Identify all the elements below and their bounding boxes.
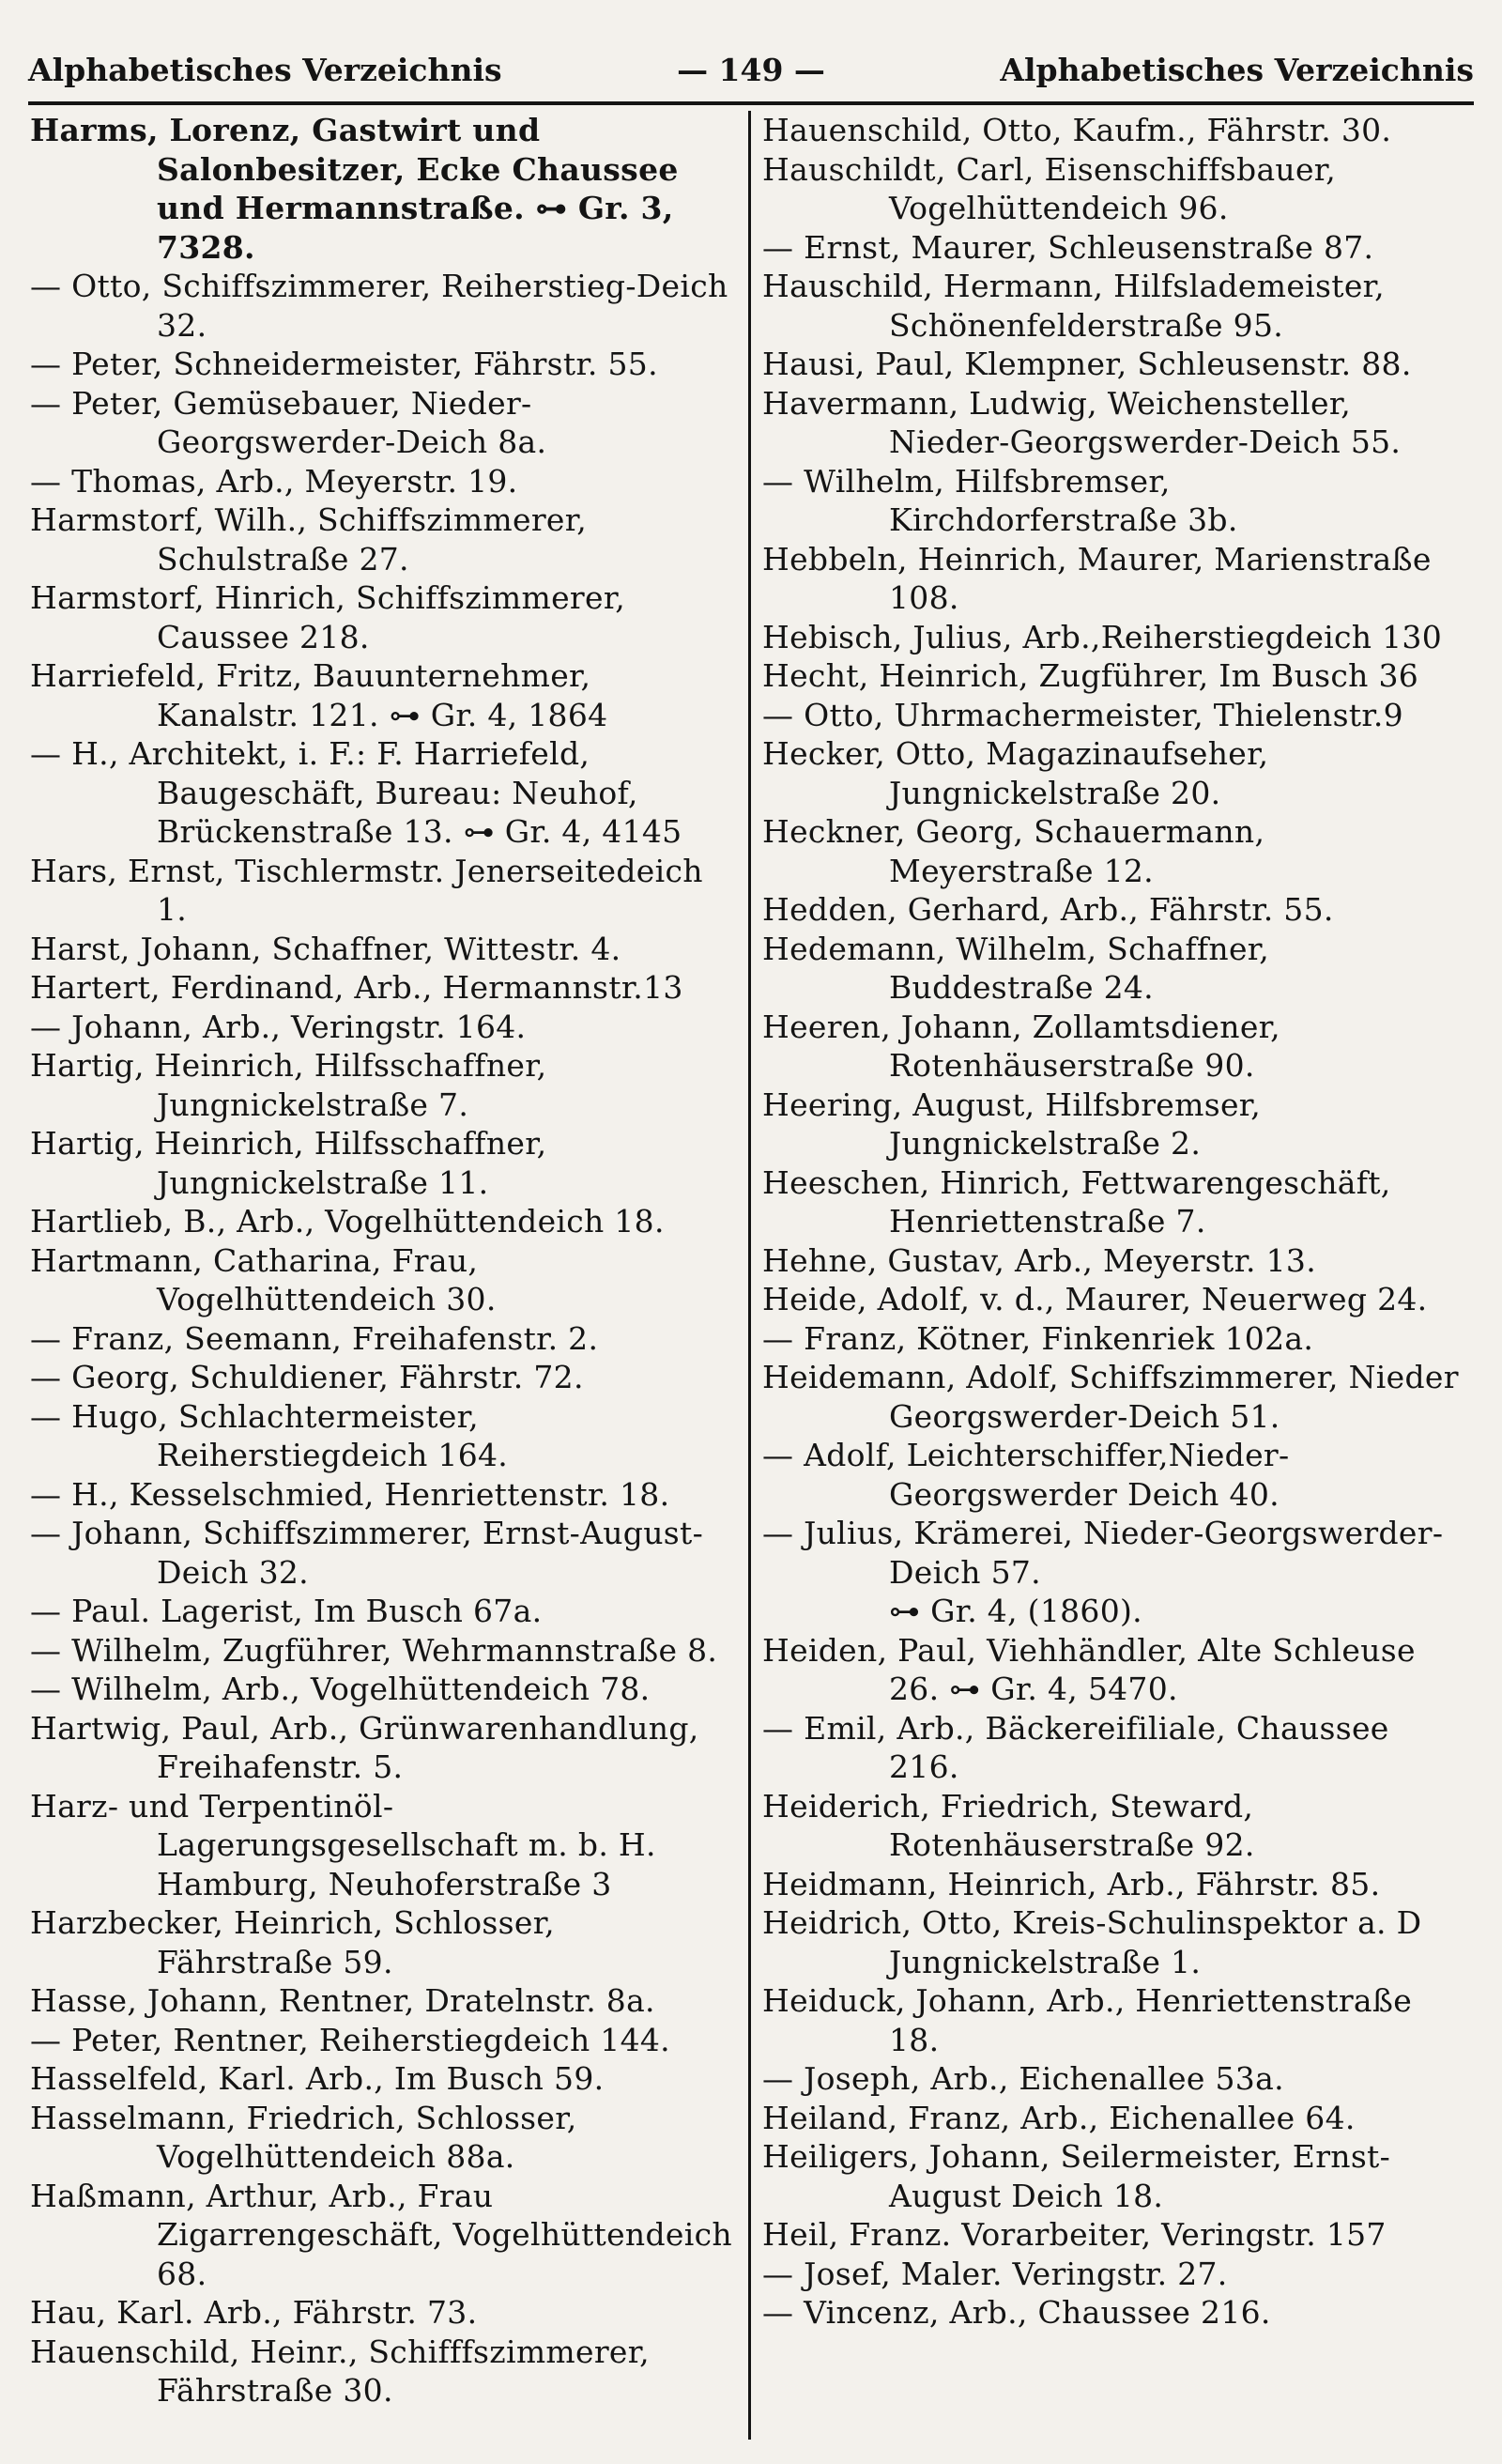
directory-entry: — Paul. Lagerist, Im Busch 67a. <box>30 1593 543 1629</box>
directory-entry: Hedemann, Wilhelm, Schaffner, Buddestraße 24. <box>762 930 1270 1006</box>
directory-entry: Heiden, Paul, Viehhändler, Alte Schleuse 26. ⊶ Gr. 4, 5470. <box>762 1631 1416 1707</box>
directory-entry: Hartert, Ferdinand, Arb., Hermannstr.13 <box>30 969 683 1006</box>
directory-entry: Heidemann, Adolf, Schiffszimmerer, Nieder Georgswerder-Deich 51. <box>762 1359 1459 1435</box>
directory-entry: Heiligers, Johann, Seilermeister, Ernst-August Deich 18. <box>762 2138 1391 2214</box>
directory-entry: Hartig, Heinrich, Hilfsschaffner, Jungnickelstraße 11. <box>30 1125 547 1201</box>
directory-entry: — Emil, Arb., Bäckereifiliale, Chaussee 216. <box>762 1709 1389 1785</box>
directory-entry: — Joseph, Arb., Eichenallee 53a. <box>762 2060 1284 2097</box>
directory-entry: Heil, Franz. Vorarbeiter, Veringstr. 157 <box>762 2216 1387 2253</box>
directory-entry: Harzbecker, Heinrich, Schlosser, Fährstraße 59. <box>30 1904 555 1980</box>
directory-entry: Harriefeld, Fritz, Bauunternehmer, Kanalstr. 121. ⊶ Gr. 4, 1864 <box>30 657 608 733</box>
directory-entry: — Thomas, Arb., Meyerstr. 19. <box>30 462 518 500</box>
directory-entry: — Wilhelm, Zugführer, Wehrmannstraße 8. <box>30 1631 718 1669</box>
directory-entry: Hartig, Heinrich, Hilfsschaffner, Jungnickelstraße 7. <box>30 1047 547 1123</box>
directory-entry: Hauschildt, Carl, Eisenschiffsbauer, Vogelhüttendeich 96. <box>762 150 1337 226</box>
directory-entry: — Johann, Arb., Veringstr. 164. <box>30 1008 527 1045</box>
directory-entry: Havermann, Ludwig, Weichensteller, Nieder-Georgswerder-Deich 55. <box>762 384 1402 460</box>
directory-entry: Hartlieb, B., Arb., Vogelhüttendeich 18. <box>30 1203 665 1240</box>
directory-entry: — Peter, Rentner, Reiherstiegdeich 144. <box>30 2021 670 2058</box>
directory-entry: Heidrich, Otto, Kreis-Schulinspektor a. D Jungnickelstraße 1. <box>762 1904 1422 1980</box>
directory-entry: — Josef, Maler. Veringstr. 27. <box>762 2255 1228 2292</box>
directory-entry: Hartwig, Paul, Arb., Grünwarenhandlung, Freihafenstr. 5. <box>30 1709 699 1785</box>
left-column <box>30 111 734 2410</box>
directory-entry: Hehne, Gustav, Arb., Meyerstr. 13. <box>762 1241 1316 1279</box>
directory-entry: Hausi, Paul, Klempner, Schleusenstr. 88. <box>762 346 1412 382</box>
directory-entry: Hauschild, Hermann, Hilfslademeister, Schönenfelderstraße 95. <box>762 268 1385 344</box>
page-number: — 149 — <box>677 51 825 88</box>
directory-entry: — H., Architekt, i. F.: F. Harriefeld, Baugeschäft, Bureau: Neuhof, Brückenstraße 13. ⊶ Gr. 4, 4145 <box>30 735 682 850</box>
directory-entry: Heckner, Georg, Schauermann, Meyerstraße 12. <box>762 813 1265 889</box>
directory-entry: — Franz, Seemann, Freihafenstr. 2. <box>30 1319 599 1357</box>
directory-entry: — Julius, Krämerei, Nieder-Georgswerder-Deich 57. <box>762 1515 1444 1591</box>
directory-entry: Heiland, Franz, Arb., Eichenallee 64. <box>762 2099 1356 2136</box>
directory-entry: — Adolf, Leichterschiffer,Nieder-Georgswerder Deich 40. <box>762 1437 1290 1513</box>
right-column <box>762 111 1466 2333</box>
directory-entry: — Ernst, Maurer, Schleusenstraße 87. <box>762 228 1374 266</box>
directory-entry: ⊶ Gr. 4, (1860). <box>889 1593 1142 1629</box>
directory-entry: Heiderich, Friedrich, Steward, Rotenhäuserstraße 92. <box>762 1787 1255 1863</box>
directory-entry: Hasselmann, Friedrich, Schlosser, Vogelhüttendeich 88a. <box>30 2099 577 2175</box>
directory-entry: Hasselfeld, Karl. Arb., Im Busch 59. <box>30 2060 605 2097</box>
directory-entry: Hartmann, Catharina, Frau, Vogelhüttendeich 30. <box>30 1241 497 1317</box>
directory-entry: — Otto, Schiffszimmerer, Reiherstieg-Deich 32. <box>30 268 728 344</box>
directory-entry: Hauenschild, Otto, Kaufm., Fährstr. 30. <box>762 112 1392 148</box>
directory-entry: — Vincenz, Arb., Chaussee 216. <box>762 2294 1271 2331</box>
directory-entry: Hasse, Johann, Rentner, Dratelnstr. 8a. <box>30 1982 655 2019</box>
directory-entry: Hecht, Heinrich, Zugführer, Im Busch 36 <box>762 657 1419 694</box>
directory-entry: Hauenschild, Heinr., Schifffszimmerer, Fährstraße 30. <box>30 2333 650 2409</box>
directory-entry: Hars, Ernst, Tischlermstr. Jenerseitedeich 1. <box>30 852 703 928</box>
column-divider <box>748 111 751 2440</box>
directory-entry: Hebisch, Julius, Arb.,Reiherstiegdeich 130 <box>762 618 1443 655</box>
directory-entry: Haßmann, Arthur, Arb., Frau Zigarrengeschäft, Vogelhüttendeich 68. <box>30 2177 732 2292</box>
directory-entry: Heeren, Johann, Zollamtsdiener, Rotenhäuserstraße 90. <box>762 1008 1280 1084</box>
directory-entry: — Wilhelm, Arb., Vogelhüttendeich 78. <box>30 1671 651 1707</box>
directory-entry: Harms, Lorenz, Gastwirt und Salonbesitzer, Ecke Chaussee und Hermannstraße. ⊶ Gr. 3, 7328. <box>30 112 679 266</box>
directory-entry: — Wilhelm, Hilfsbremser, Kirchdorferstraße 3b. <box>762 462 1238 538</box>
page-header <box>28 49 1474 90</box>
directory-entry: Heering, August, Hilfsbremser, Jungnickelstraße 2. <box>762 1086 1262 1162</box>
directory-entry: Harst, Johann, Schaffner, Wittestr. 4. <box>30 930 621 967</box>
directory-entry: Heeschen, Hinrich, Fettwarengeschäft, Henriettenstraße 7. <box>762 1163 1391 1240</box>
directory-entry: Harz- und Terpentinöl-Lagerungsgesellschaft m. b. H. Hamburg, Neuhoferstraße 3 <box>30 1787 656 1902</box>
directory-entry: Hau, Karl. Arb., Fährstr. 73. <box>30 2294 478 2331</box>
directory-entry: — Johann, Schiffszimmerer, Ernst-August-Deich 32. <box>30 1515 704 1591</box>
directory-entry: Hebbeln, Heinrich, Maurer, Marienstraße 108. <box>762 540 1432 616</box>
directory-entry: — Georg, Schuldiener, Fährstr. 72. <box>30 1359 584 1395</box>
header-left-title: Alphabetisches Verzeichnis <box>28 51 502 88</box>
directory-entry: Harmstorf, Wilh., Schiffszimmerer, Schulstraße 27. <box>30 501 588 578</box>
directory-entry: — Franz, Kötner, Finkenriek 102a. <box>762 1319 1314 1357</box>
directory-entry: Heiduck, Johann, Arb., Henriettenstraße 18. <box>762 1982 1413 2058</box>
directory-entry: Heide, Adolf, v. d., Maurer, Neuerweg 24. <box>762 1281 1428 1317</box>
directory-entry: — Peter, Schneidermeister, Fährstr. 55. <box>30 346 658 382</box>
directory-entry: Hedden, Gerhard, Arb., Fährstr. 55. <box>762 891 1334 928</box>
directory-entry: — Hugo, Schlachtermeister, Reiherstiegdeich 164. <box>30 1397 509 1473</box>
directory-entry: — Otto, Uhrmachermeister, Thielenstr.9 <box>762 696 1403 733</box>
directory-entry: Hecker, Otto, Magazinaufseher, Jungnickelstraße 20. <box>762 735 1269 811</box>
directory-entry: Harmstorf, Hinrich, Schiffszimmerer, Caussee 218. <box>30 579 626 655</box>
directory-entry: — H., Kesselschmied, Henriettenstr. 18. <box>30 1475 670 1513</box>
directory-entry: Heidmann, Heinrich, Arb., Fährstr. 85. <box>762 1865 1381 1902</box>
header-rule <box>28 101 1474 105</box>
header-right-title: Alphabetisches Verzeichnis <box>1000 51 1474 88</box>
directory-entry: — Peter, Gemüsebauer, Nieder-Georgswerder-Deich 8a. <box>30 384 547 460</box>
